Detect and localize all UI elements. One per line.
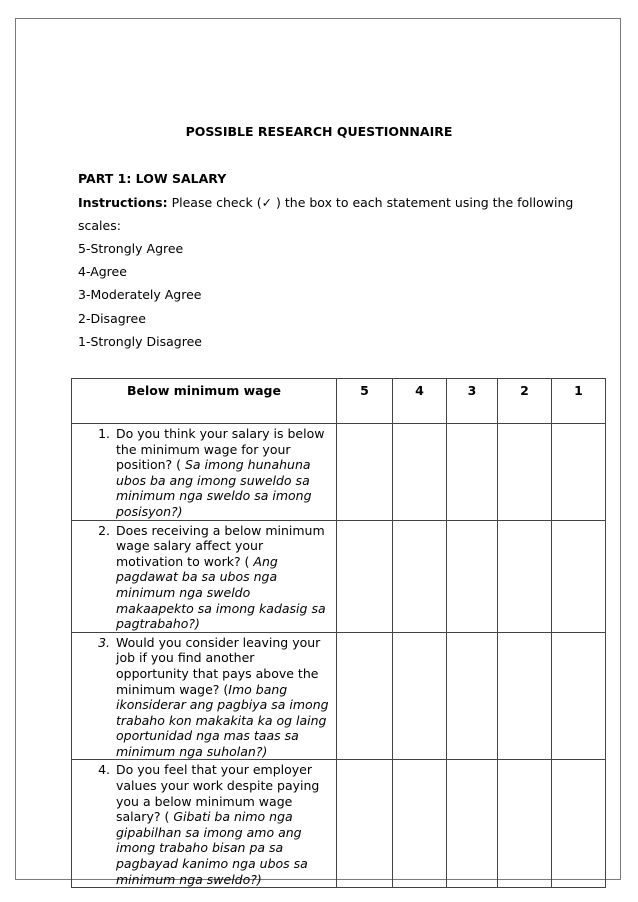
table-row [72,520,606,632]
check-box-3[interactable] [447,760,498,888]
check-box-3[interactable] [447,632,498,760]
check-box-1[interactable] [552,632,606,760]
check-box-5[interactable] [337,424,393,521]
question-cell [72,424,337,521]
part-heading: PART 1: LOW SALARY [78,171,227,186]
table-row [72,760,606,888]
check-box-1[interactable] [552,424,606,521]
header-col-2: 2 [498,379,552,424]
question-cell [72,760,337,888]
check-box-1[interactable] [552,520,606,632]
document-title: POSSIBLE RESEARCH QUESTIONNAIRE [185,124,453,139]
question-translation: Sa imong hunahuna ubos ba ang imong suweldo sa minimum nga sweldo sa imong posisyon?) [116,457,312,519]
check-box-1[interactable] [552,760,606,888]
question-translation: Ang pagdawat ba sa ubos nga minimum nga sweldo makaapekto sa imong kadasig sa pagtrabaho?) [116,553,326,632]
header-col-4: 4 [393,379,447,424]
check-box-2[interactable] [498,520,552,632]
question-english: Would you consider leaving your job if you find another opportunity that pays above the minimum wage? ( [116,634,321,697]
header-col-3: 3 [447,379,498,424]
question-number: 2. [98,522,110,538]
check-box-2[interactable] [498,424,552,521]
table-row [72,424,606,521]
check-box-2[interactable] [498,632,552,760]
check-box-5[interactable] [337,760,393,888]
check-box-4[interactable] [393,520,447,632]
header-col-5: 5 [337,379,393,424]
check-box-3[interactable] [447,424,498,521]
question-cell [72,632,337,760]
check-box-4[interactable] [393,424,447,521]
scale-item: 4-Agree [78,264,127,279]
table-header-row [72,379,606,424]
header-col-1: 1 [552,379,606,424]
check-box-3[interactable] [447,520,498,632]
questionnaire-table [71,378,606,888]
scale-item: 3-Moderately Agree [78,287,202,302]
question-number: 3. [98,634,110,650]
scale-item: 1-Strongly Disagree [78,334,202,349]
question-english: Do you think your salary is below the minimum wage for your position? ( [116,426,325,473]
question-english: Does receiving a below minimum wage salary affect your motivation to work? ( [116,522,325,569]
instructions-cont: scales: [78,218,121,233]
check-box-2[interactable] [498,760,552,888]
instructions [78,195,573,210]
check-box-4[interactable] [393,632,447,760]
question-translation: Gibati ba nimo nga gipabilhan sa imong amo ang imong trabaho bisan pa sa pagbayad kanimo nga ubos sa minimum nga sweldo?) [116,809,308,887]
table-row [72,632,606,760]
question-translation: Imo bang ikonsiderar ang pagbiya sa imong trabaho kon makakita ka og laing oportunidad nga mas taas sa minimum nga suholan?) [116,681,329,759]
check-box-4[interactable] [393,760,447,888]
check-box-5[interactable] [337,520,393,632]
header-question: Below minimum wage [72,379,337,424]
instructions-label: Instructions: [78,195,168,210]
question-cell [72,520,337,632]
instructions-text: Please check (✓ ) the box to each statement using the following [167,195,574,210]
check-box-5[interactable] [337,632,393,760]
question-number: 4. [98,762,110,778]
scale-item: 2-Disagree [78,311,146,326]
question-english: Do you feel that your employer values your work despite paying you a below minimum wage salary? ( [116,762,320,825]
scale-item: 5-Strongly Agree [78,241,184,256]
question-number: 1. [98,426,110,441]
